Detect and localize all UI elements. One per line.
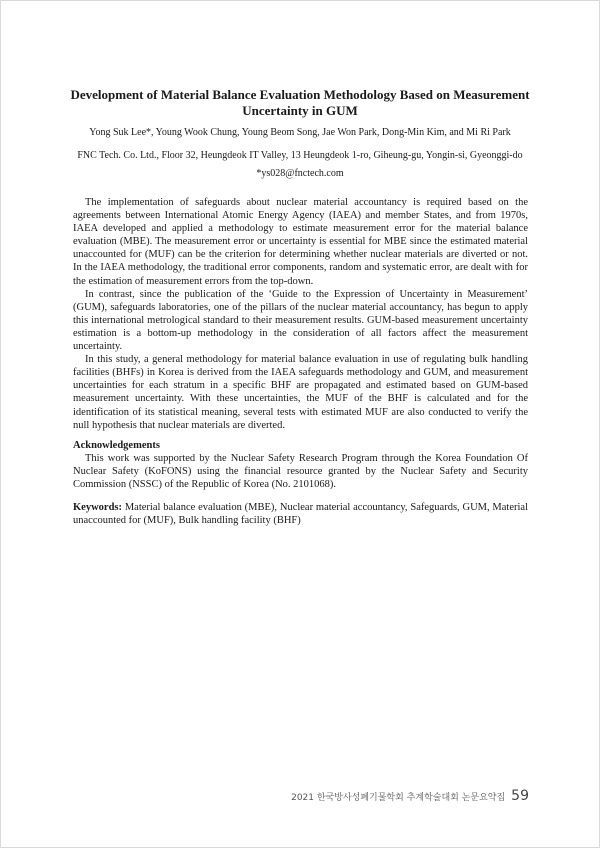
acknowledgements-heading: Acknowledgements	[73, 439, 160, 451]
affiliation: FNC Tech. Co. Ltd., Floor 32, Heungdeok IT Valley, 13 Heungdeok 1-ro, Giheung-gu, Yongin-si, Gyeonggi-do	[77, 150, 523, 161]
abstract-paragraph-1: The implementation of safeguards about nuclear material accountancy is required based on the agreements between International Atomic Energy Agency (IAEA) and member States, and from 1970s, IAEA developed and applied a methodology to estimate measurement error for the material balance evaluation (MBE). The measurement error or uncertainty is essential for MBE since the estimated material unaccounted for (MUF) can be the criterion for determining whether nuclear materials are diverted or not. In the IAEA methodology, the traditional error components, random and systematic error, are dealt with for the estimation of measurement errors from the top-down.	[73, 197, 528, 287]
abstract-body	[73, 196, 528, 527]
author-list: Yong Suk Lee*, Young Wook Chung, Young Beom Song, Jae Won Park, Dong-Min Kim, and Mi Ri Park	[89, 127, 511, 138]
keywords	[73, 501, 528, 527]
page-number: 59	[511, 788, 529, 804]
corresponding-email: *ys028@fnctech.com	[256, 168, 344, 179]
keywords-label: Keywords:	[73, 502, 122, 514]
abstract-paragraph-2: In contrast, since the publication of the ‘Guide to the Expression of Uncertainty in Measurement’ (GUM), safeguards laboratories, one of the pillars of the nuclear material accountancy, has begun to apply this international metrological standard to their measurement results. GUM-based measurement uncertainty estimation is a bottom-up methodology in the consideration of all factors affect the measurement uncertainty.	[73, 288, 528, 353]
acknowledgements-text: This work was supported by the Nuclear Safety Research Program through the Korea Foundation Of Nuclear Safety (KoFONS) using the financial resource granted by the Nuclear Safety and Security Commission (NSSC) of the Republic of Korea (No. 2101068).	[73, 452, 528, 490]
abstract-paragraph-3: In this study, a general methodology for material balance evaluation in use of regulating bulk handling facilities (BHFs) in Korea is derived from the IAEA safeguards methodology and GUM, and measurement uncertainties for each stratum in a specific BHF are propagated and estimated based on GUM-based measurement uncertainty. With these uncertainties, the MUF of the BHF is calculated and for the identification of its statistical meaning, several tests with estimated MUF are also conducted to verify the null hypothesis that nuclear materials are diverted.	[73, 354, 528, 431]
paper-title: Development of Material Balance Evaluation Methodology Based on Measurement Uncertainty in GUM	[70, 87, 530, 118]
keywords-text: Material balance evaluation (MBE), Nuclear material accountancy, Safeguards, GUM, Material unaccounted for (MUF), Bulk handling facility (BHF)	[73, 502, 529, 527]
proceedings-title: 2021 한국방사성폐기물학회 추계학술대회 논문요약집	[291, 793, 506, 803]
page-footer	[291, 788, 529, 804]
